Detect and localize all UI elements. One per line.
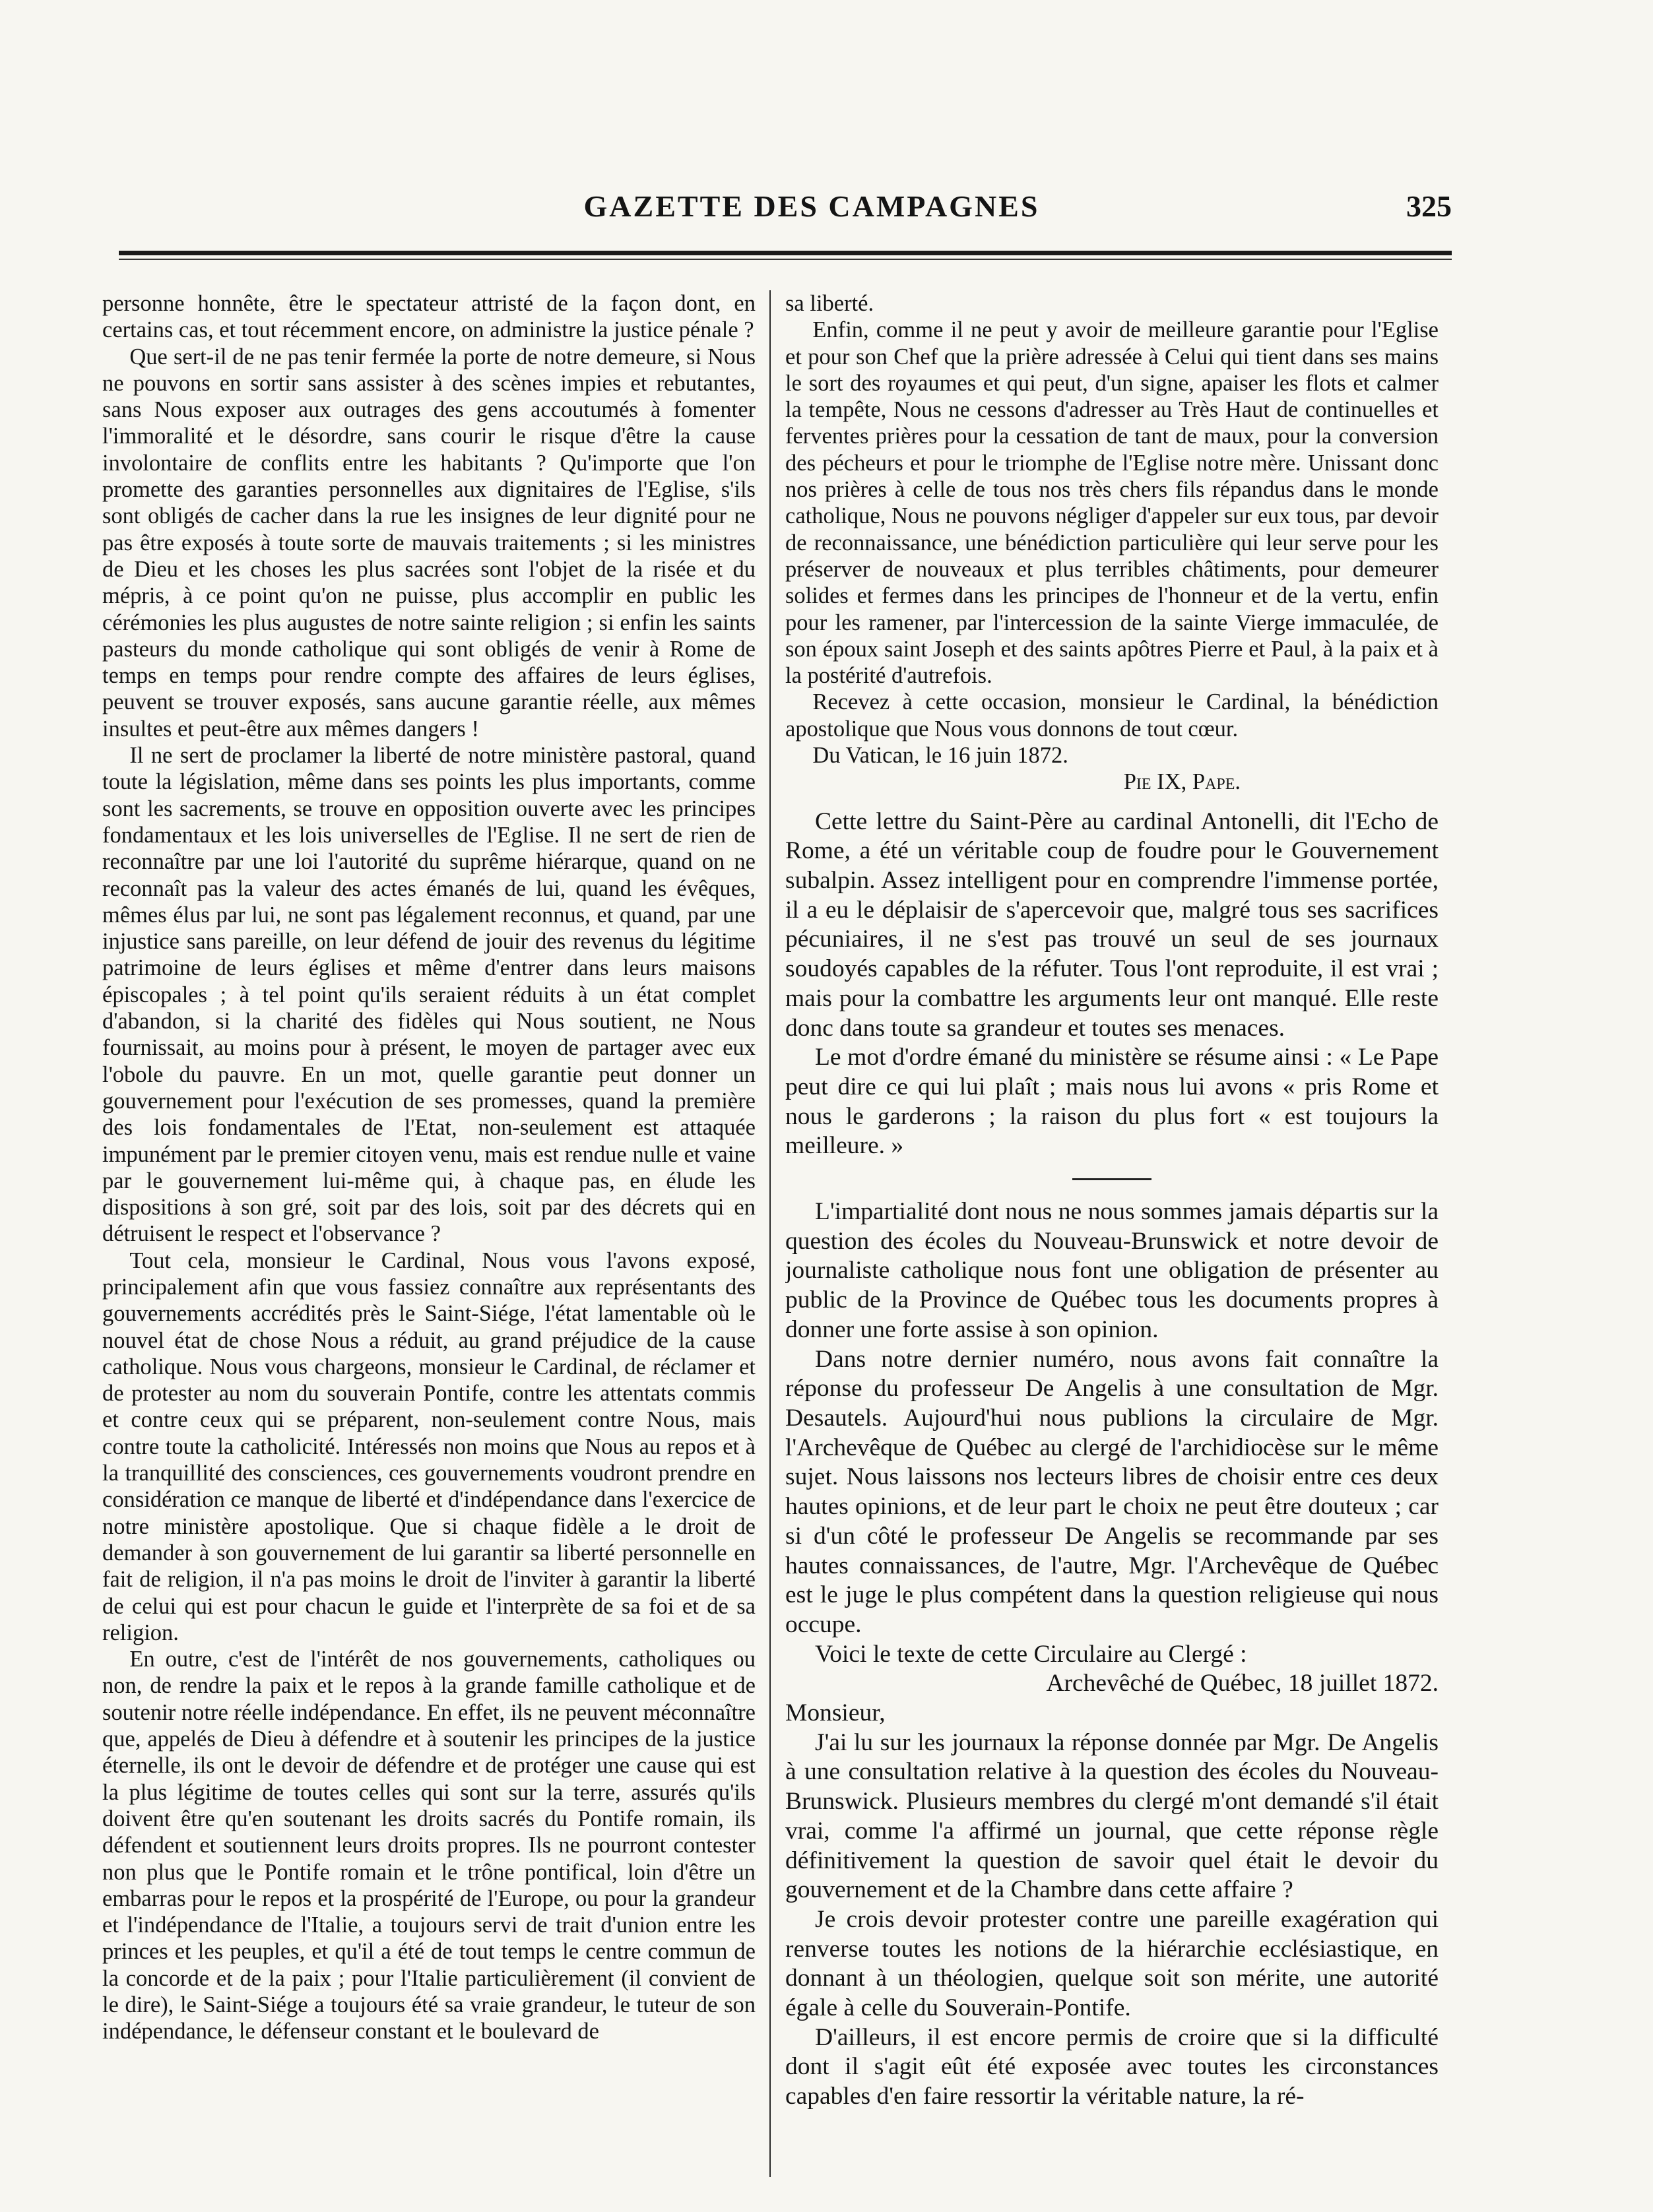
salutation: Monsieur, (785, 1699, 886, 1727)
signature: Pie IX, Pape. (1123, 769, 1241, 795)
circular-paragraph: D'ailleurs, il est encore permis de croire que si la difficulté dont il s'agit eût été exposée avec toutes les circonstances capables d'en faire ressortir la véritable nature, la ré- (785, 2023, 1439, 2110)
article-paragraph: Dans notre dernier numéro, nous avons fait connaître la réponse du professeur De Angelis à une consultation de Mgr. Desautels. Aujourd'hui nous publions la circulaire de Mgr. l'Archevêque de Québec au clergé de l'archidiocèse sur le même sujet. Nous laissons nos lecteurs libres de choisir entre ces deux hautes opinions, et de leur part le choix ne peut être douteux ; car si d'un côté le professeur De Angelis se recommande par ses hautes connaissances, de l'autre, Mgr. l'Archevêque de Québec est le juge le plus compétent dans la question religieuse qui nous occupe. (785, 1345, 1439, 1638)
paragraph: Tout cela, monsieur le Cardinal, Nous vous l'avons exposé, principalement afin que vous fassiez connaître aux représentants des gouvernements accrédités près le Saint-Siége, l'état lamentable où le nouvel état de chose Nous a réduit, au grand préjudice de la cause catholique. Nous vous chargeons, monsieur le Cardinal, de réclamer et de protester au nom du souverain Pontife, contre les attentats commis et contre ceux qui se préparent, non-seulement contre Nous, mais contre toute la catholicité. Intéressés non moins que Nous au repos et à la tranquillité des consciences, ces gouvernements voudront prendre en considération ce manque de liberté et d'indépendance dans l'exercice de notre ministère apostolique. Que si chaque fidèle a le droit de demander à son gouvernement de lui garantir sa liberté personnelle en fait de religion, il n'a pas moins le droit de l'inviter à garantir la liberté de celui qui est pour chacun le guide et l'interprète de sa foi et de sa religion. (102, 1248, 756, 1645)
section-separator (1072, 1178, 1151, 1180)
commentary-block (785, 807, 1439, 2112)
circular-dateline: Archevêché de Québec, 18 juillet 1872. (1046, 1670, 1439, 1697)
left-column (102, 290, 756, 2190)
column-divider (769, 290, 771, 2177)
commentary-paragraph: Cette lettre du Saint-Père au cardinal Antonelli, dit l'Echo de Rome, a été un véritable coup de foudre pour le Gouvernement subalpin. Assez intelligent pour en comprendre l'immense portée, il a eu le déplaisir de s'apercevoir que, malgré tous ses sacrifices pécuniaires, il ne s'est pas trouvé un seul de ses journaux soudoyés capables de la réfuter. Tous l'ont reproduite, il est vrai ; mais pour la combattre les arguments leur ont manqué. Elle reste donc dans toute sa grandeur et toutes ses menaces. (785, 807, 1439, 1042)
header-rule (119, 251, 1452, 255)
paragraph: Que sert-il de ne pas tenir fermée la porte de notre demeure, si Nous ne pouvons en sortir sans assister à des scènes impies et rebutantes, sans Nous exposer aux outrages des gens accoutumés à fomenter l'immoralité et le désordre, sans courir le risque d'être la cause involontaire de conflits entre les habitants ? Qu'importe que l'on promette des garanties personnelles aux dignitaires de l'Eglise, s'ils sont obligés de cacher dans la rue les insignes de leur dignité pour ne pas être exposés à toute sorte de mauvais traitements ; si les ministres de Dieu et les choses les plus sacrées sont l'objet de la risée et du mépris, à ce point qu'on ne puisse, plus accomplir en public les cérémonies les plus augustes de notre sainte religion ; si enfin les saints pasteurs du monde catholique qui sont obligés de venir à Rome de temps en temps pour rendre compte des affaires de leurs églises, peuvent se trouver exposés, sans aucune garantie réelle, aux mêmes insultes et peut-être aux mêmes dangers ! (102, 344, 756, 742)
paragraph: personne honnête, être le spectateur attristé de la façon dont, en certains cas, et tout récemment encore, on administre la justice pénale ? (102, 291, 756, 343)
running-title: GAZETTE DES CAMPAGNES (583, 189, 1040, 223)
letter-paragraph: Recevez à cette occasion, monsieur le Cardinal, la bénédiction apostolique que Nous vous donnons de tout cœur. (785, 689, 1439, 742)
page-number: 325 (1406, 189, 1452, 223)
letter-paragraph: sa liberté. (785, 291, 874, 316)
right-column (785, 290, 1439, 2190)
article-paragraph: Voici le texte de cette Circulaire au Clergé : (815, 1640, 1247, 1668)
paragraph: En outre, c'est de l'intérêt de nos gouvernements, catholiques ou non, de rendre la paix et le repos à la grande famille catholique et de soutenir notre réelle indépendance. En effet, ils ne peuvent méconnaître que, appelés de Dieu à défendre et à soutenir les principes de la justice éternelle, ils ont le devoir de défendre et de protéger une cause qui est la plus légitime de toutes celles qui sont sur la terre, assurés qu'ils doivent être qu'en soutenant les droits sacrés du Pontife romain, ils défendent et soutiennent leurs droits propres. Ils ne pourront contester non plus que le Pontife romain et le trône pontifical, loin d'être un embarras pour le repos et la prospérité de l'Europe, ou pour la grandeur et l'indépendance de l'Italie, a toujours servi de trait d'union entre les princes et les peuples, et qu'il a été de tout temps le centre commun de la concorde et de la paix ; pour l'Italie particulièrement (il convient de le dire), le Saint-Siége a toujours été sa vraie grandeur, le tuteur de son indépendance, le défenseur constant et le boulevard de (102, 1647, 756, 2044)
article-paragraph: L'impartialité dont nous ne nous sommes jamais départis sur la question des écoles du Nouveau-Brunswick et notre devoir de journaliste catholique nous font une obligation de présenter au public de la Province de Québec tous les documents propres à donner une forte assise à son opinion. (785, 1198, 1439, 1343)
header-rule-thin (119, 259, 1452, 260)
letter-paragraph: Enfin, comme il ne peut y avoir de meilleure garantie pour l'Eglise et pour son Chef que la prière adressée à Celui qui tient dans ses mains le sort des royaumes et qui peut, d'un signe, apaiser les flots et calmer la tempête, Nous ne cessons d'adresser au Très Haut de continuelles et ferventes prières pour la cessation de tant de maux, pour la conversion des pécheurs et pour le triomphe de l'Eglise notre mère. Unissant donc nos prières à celle de tous nos très chers fils répandus dans le monde catholique, Nous ne pouvons négliger d'appeler sur eux tous, par devoir de reconnaissance, une bénédiction particulière qui leur serve pour les préserver de nouveaux et plus terribles châtiments, pour demeurer solides et fermes dans les principes de l'honneur et de la vertu, enfin pour les ramener, par l'intercession de la sainte Vierge immaculée, de son époux saint Joseph et des saints apôtres Pierre et Paul, à la paix et à la postérité d'autrefois. (785, 317, 1439, 689)
commentary-paragraph: Le mot d'ordre émané du ministère se résume ainsi : « Le Pape peut dire ce qui lui plaît ; mais nous lui avons « pris Rome et nous le garderons ; la raison du plus fort « est toujours la meilleure. » (785, 1044, 1439, 1160)
circular-paragraph: J'ai lu sur les journaux la réponse donnée par Mgr. De Angelis à une consultation relative à la question des écoles du Nouveau-Brunswick. Plusieurs membres du clergé m'ont demandé s'il était vrai, comme l'a affirmé un journal, que cette réponse règle définitivement la question de savoir quel était le devoir du gouvernement et de la Chambre dans cette affaire ? (785, 1728, 1439, 1904)
paragraph: Il ne sert de proclamer la liberté de notre ministère pastoral, quand toute la législation, même dans ses points les plus importants, comme sont les sacrements, se trouve en opposition ouverte avec les principes fondamentaux et les lois universelles de l'Eglise. Il ne sert de rien de reconnaître par une loi l'autorité du suprême hiérarque, quand on ne reconnaît pas la valeur des actes émanés de lui, quand les évêques, mêmes élus par lui, ne sont pas légalement reconnus, et quand, par une injustice sans pareille, on leur défend de jouir des revenus du légitime patrimoine de leurs églises et même d'entrer dans leurs maisons épiscopales ; à tel point qu'ils seraient réduits à un état complet d'abandon, si la charité des fidèles qui Nous soutient, ne Nous fournissait, au moins pour à présent, le moyen de partager avec eux l'obole du pauvre. En un mot, quelle garantie peut donner un gouvernement pour l'exécution de ses promesses, quand la première des lois fondamentales de l'Etat, non-seulement est attaquée impunément par le premier citoyen venu, mais est rendue nulle et vaine par le gouvernement lui-même qui, à chaque pas, en élude les dispositions à son gré, soit par des lois, soit par des décrets qui en détruisent le respect et l'observance ? (102, 743, 756, 1247)
circular-paragraph: Je crois devoir protester contre une pareille exagération qui renverse toutes les notions de la hiérarchie ecclésiastique, en donnant à un théologien, quelque soit son mérite, une autorité égale à celle du Souverain-Pontife. (785, 1905, 1439, 2022)
dateline: Du Vatican, le 16 juin 1872. (812, 743, 1068, 769)
